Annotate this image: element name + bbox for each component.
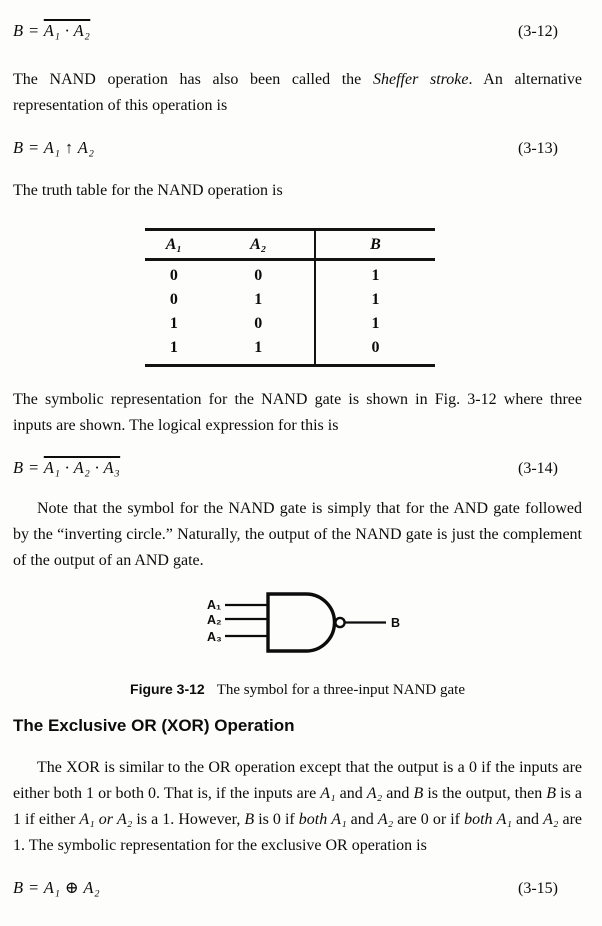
overline-term: A₁ · A₂ · A₃: [43, 458, 121, 477]
section-heading-xor: The Exclusive OR (XOR) Operation: [13, 716, 295, 735]
input-label-a3: A₃: [207, 630, 222, 644]
table-row: [145, 312, 435, 336]
equation-3-14-expression: B = A₁ · A₂ · A₃: [13, 458, 121, 477]
table-cell: 0: [254, 267, 263, 284]
paragraph-xor-intro: The XOR is similar to the OR operation except that the output is a 0 if the inputs are either both 1 or both 0. That is, if the inputs are A₁ and A₂ and B is the output, then B is a 1 if either A₁ or A₂ is a 1. However, B is 0 if both A₁ and A₂ are 0 or if both A₁ and A₂ are 1. The symbolic representation for the exclusive OR operation is: [13, 759, 583, 854]
table-row: [145, 260, 435, 289]
table-row: [145, 336, 435, 366]
nand-gate-figure: [13, 590, 582, 667]
equation-3-15-number: (3-15): [518, 880, 558, 897]
table-cell: 1: [315, 312, 435, 336]
table-header-b: B: [315, 230, 435, 260]
table-cell: 0: [254, 315, 263, 332]
figure-caption-label: Figure 3-12: [130, 681, 205, 697]
table-row: [145, 288, 435, 312]
nand-truth-table: [145, 228, 435, 367]
table-cell: 1: [315, 288, 435, 312]
equation-3-12: [13, 18, 582, 45]
table-cell: 0: [315, 336, 435, 366]
table-header-a1: A₁: [145, 230, 203, 260]
paragraph-note-inverting-circle: Note that the symbol for the NAND gate is simply that for the AND gate followed by the “inverting circle.” Naturally, the output of the NAND gate is just the complement of the output of an AND gate.: [13, 500, 582, 569]
output-label-b: B: [391, 616, 401, 630]
table-cell: 1: [254, 339, 263, 356]
equation-3-14-number: (3-14): [518, 460, 558, 477]
paragraph-symbolic-rep: The symbolic representation for the NAND gate is shown in Fig. 3-12 where three inputs are shown. The logical expression for this is: [13, 391, 582, 434]
table-cell: 1: [315, 260, 435, 289]
figure-caption: [13, 679, 582, 701]
equation-3-12-expression: B = A₁ · A₂: [13, 21, 91, 40]
and-gate-body: [268, 594, 335, 651]
equation-3-13: [13, 135, 582, 162]
input-label-a1: A₁: [207, 598, 222, 612]
equation-3-14: [13, 455, 582, 482]
equation-3-12-number: (3-12): [518, 23, 558, 40]
paragraph-truth-table-intro: The truth table for the NAND operation is: [13, 182, 283, 199]
equation-3-13-expression: B = A₁ ↑ A₂: [13, 138, 95, 157]
inverting-circle: [335, 618, 344, 627]
table-cell: 0: [169, 267, 178, 284]
table-cell: 0: [169, 291, 178, 308]
equation-3-15-expression: B = A₁ ⊕ A₂: [13, 878, 100, 897]
table-header-a2: A₂: [203, 230, 315, 260]
equation-3-13-number: (3-13): [518, 140, 558, 157]
nand-gate-symbol: [205, 590, 415, 662]
input-label-a2: A₂: [207, 613, 222, 627]
figure-caption-text: The symbol for a three-input NAND gate: [216, 682, 465, 698]
table-cell: 1: [169, 315, 178, 332]
table-cell: 1: [169, 339, 178, 356]
overline-term: A₁ · A₂: [43, 21, 91, 40]
equation-3-15: [13, 875, 582, 902]
table-cell: 1: [254, 291, 263, 308]
paragraph-nand-intro: The NAND operation has also been called the Sheffer stroke. An alternative representation of this operation is: [13, 71, 583, 114]
table-header-row: [145, 230, 435, 260]
